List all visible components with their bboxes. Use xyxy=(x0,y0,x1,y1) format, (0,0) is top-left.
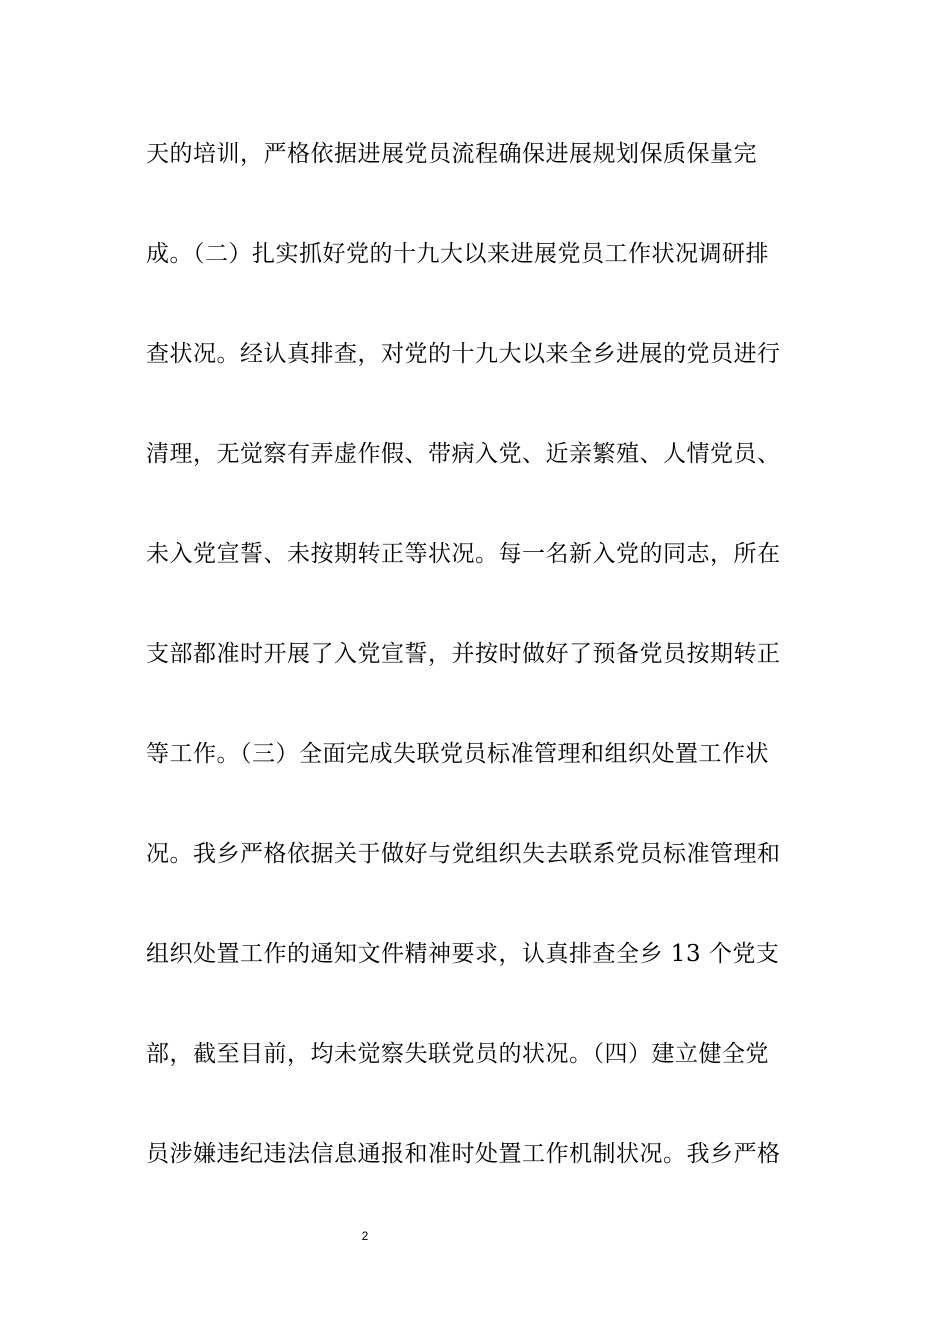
text-line: 清理，无觉察有弄虚作假、带病入党、近亲繁殖、人情党员、 xyxy=(146,441,781,467)
text-line: 员涉嫌违纪违法信息通报和准时处置工作机制状况。我乡严格 xyxy=(146,1141,781,1167)
text-line: 等工作。（三）全面完成失联党员标准管理和组织处置工作状 xyxy=(146,741,769,767)
text-line: 况。我乡严格依据关于做好与党组织失去联系党员标准管理和 xyxy=(146,841,781,867)
text-line: 部，截至目前，均未觉察失联党员的状况。（四）建立健全党 xyxy=(146,1041,769,1067)
text-line: 天的培训，严格依据进展党员流程确保进展规划保质保量完 xyxy=(146,141,757,167)
text-line: 组织处置工作的通知文件精神要求，认真排查全乡 13 个党支 xyxy=(146,941,780,967)
text-line: 未入党宣誓、未按期转正等状况。每一名新入党的同志，所在 xyxy=(146,541,781,567)
text-line: 查状况。经认真排查，对党的十九大以来全乡进展的党员进行 xyxy=(146,341,781,367)
text-line: 支部都准时开展了入党宣誓，并按时做好了预备党员按期转正 xyxy=(146,641,781,667)
page-number: 2 xyxy=(361,1229,369,1243)
body-text xyxy=(146,131,811,1231)
text-line: 成。（二）扎实抓好党的十九大以来进展党员工作状况调研排 xyxy=(146,241,769,267)
